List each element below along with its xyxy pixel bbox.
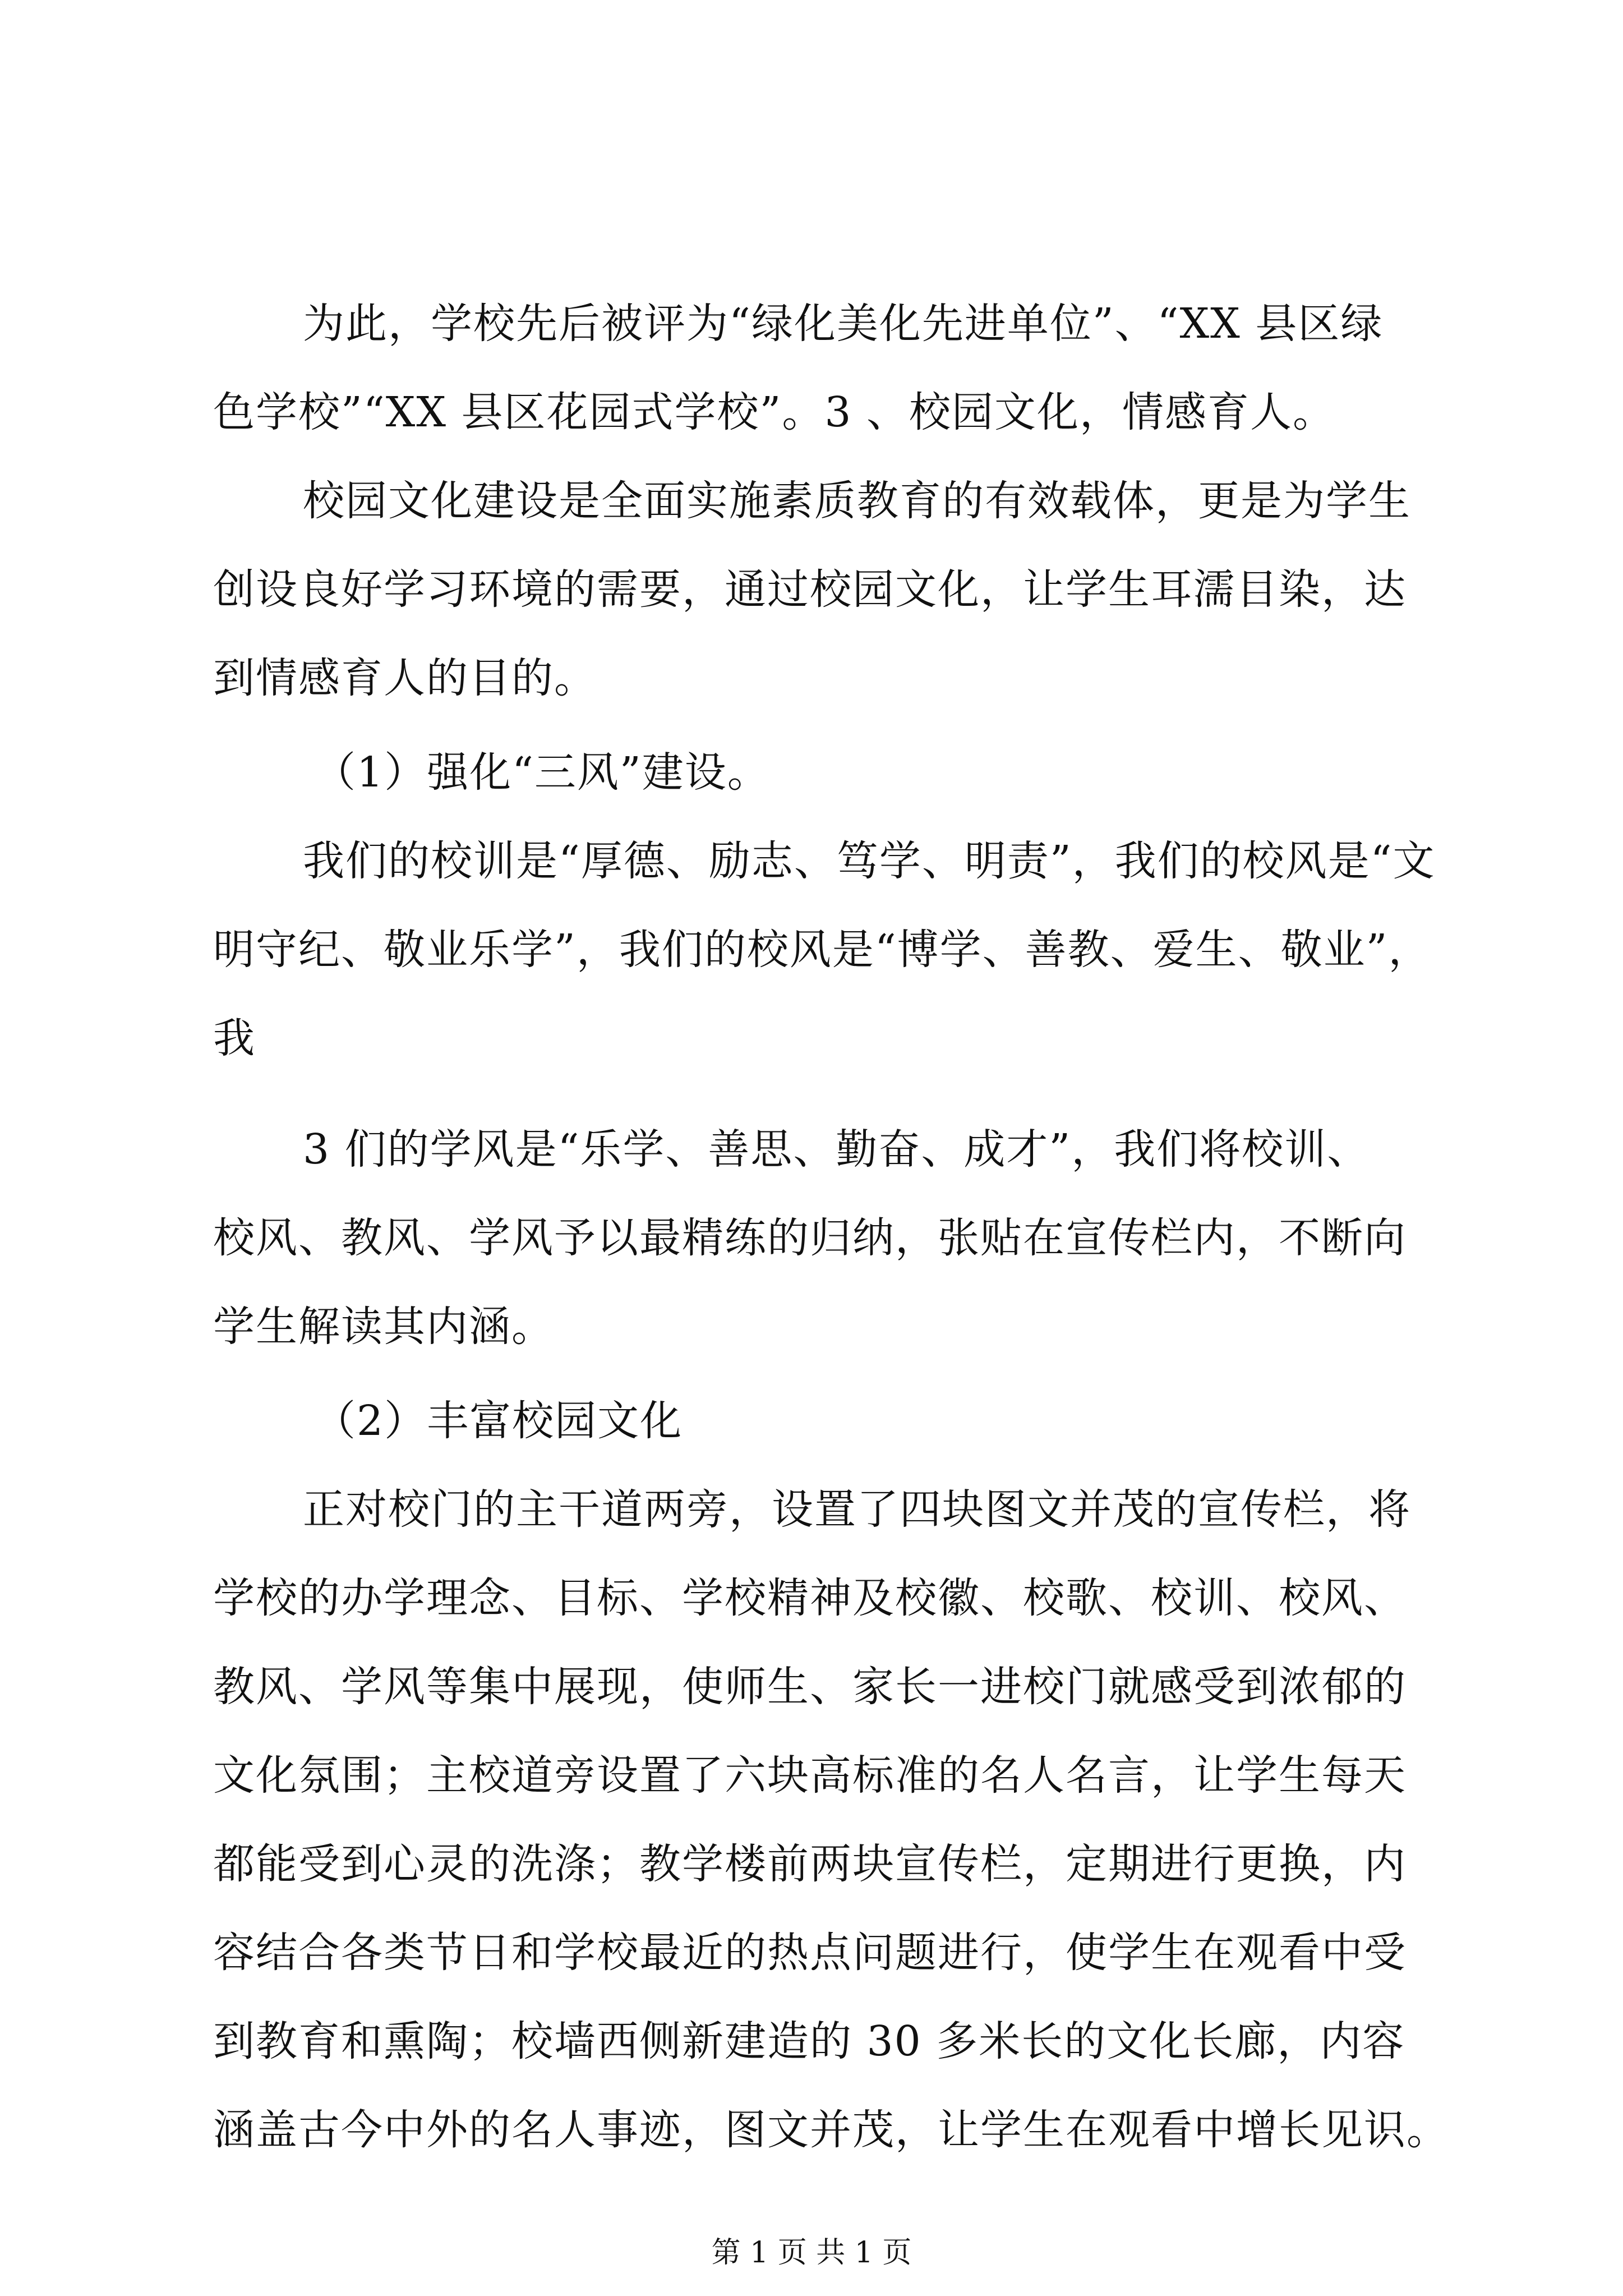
text-line: 学校的办学理念、目标、学校精神及校徽、校歌、校训、校风、 — [213, 1574, 1407, 1622]
text-line: 都能受到心灵的洗涤；教学楼前两块宣传栏，定期进行更换，内 — [213, 1840, 1407, 1888]
page-number-footer: 第 1 页 共 1 页 — [711, 2236, 912, 2270]
section-heading: （2）丰富校园文化 — [314, 1397, 683, 1445]
text-line: 明守纪、敬业乐学”，我们的校风是“博学、善教、爱生、敬业”， — [213, 926, 1431, 974]
text-line: 我 — [213, 1014, 256, 1062]
text-line: 文化氛围；主校道旁设置了六块高标准的名人名言，让学生每天 — [213, 1751, 1407, 1800]
text-line: 创设良好学习环境的需要，通过校园文化，让学生耳濡目染，达 — [213, 565, 1407, 614]
text-line: 3 们的学风是“乐学、善思、勤奋、成才”，我们将校训、 — [303, 1125, 1370, 1174]
text-line: 校风、教风、学风予以最精练的归纳，张贴在宣传栏内，不断向 — [213, 1214, 1407, 1262]
text-line: 容结合各类节日和学校最近的热点问题进行，使学生在观看中受 — [213, 1929, 1407, 1977]
text-line: 到教育和熏陶；校墙西侧新建造的 30 多米长的文化长廊，内容 — [213, 2017, 1405, 2065]
text-line: 教风、学风等集中展现，使师生、家长一进校门就感受到浓郁的 — [213, 1663, 1407, 1711]
text-line: 涵盖古今中外的名人事迹，图文并茂，让学生在观看中增长见识。 — [213, 2106, 1449, 2154]
text-line: 正对校门的主干道两旁，设置了四块图文并茂的宣传栏，将 — [303, 1485, 1411, 1534]
text-line: 色学校”“XX 县区花园式学校”。3 、校园文化，情感育人。 — [213, 388, 1335, 436]
text-line: 我们的校训是“厚德、励志、笃学、明责”，我们的校风是“文 — [303, 837, 1436, 885]
text-line: 到情感育人的目的。 — [213, 654, 597, 702]
text-line: 校园文化建设是全面实施素质教育的有效载体，更是为学生 — [303, 477, 1411, 525]
text-line: 学生解读其内涵。 — [213, 1303, 554, 1351]
text-line: 为此，学校先后被评为“绿化美化先进单位”、“XX 县区绿 — [303, 300, 1384, 348]
section-heading: （1）强化“三风”建设。 — [314, 748, 770, 797]
